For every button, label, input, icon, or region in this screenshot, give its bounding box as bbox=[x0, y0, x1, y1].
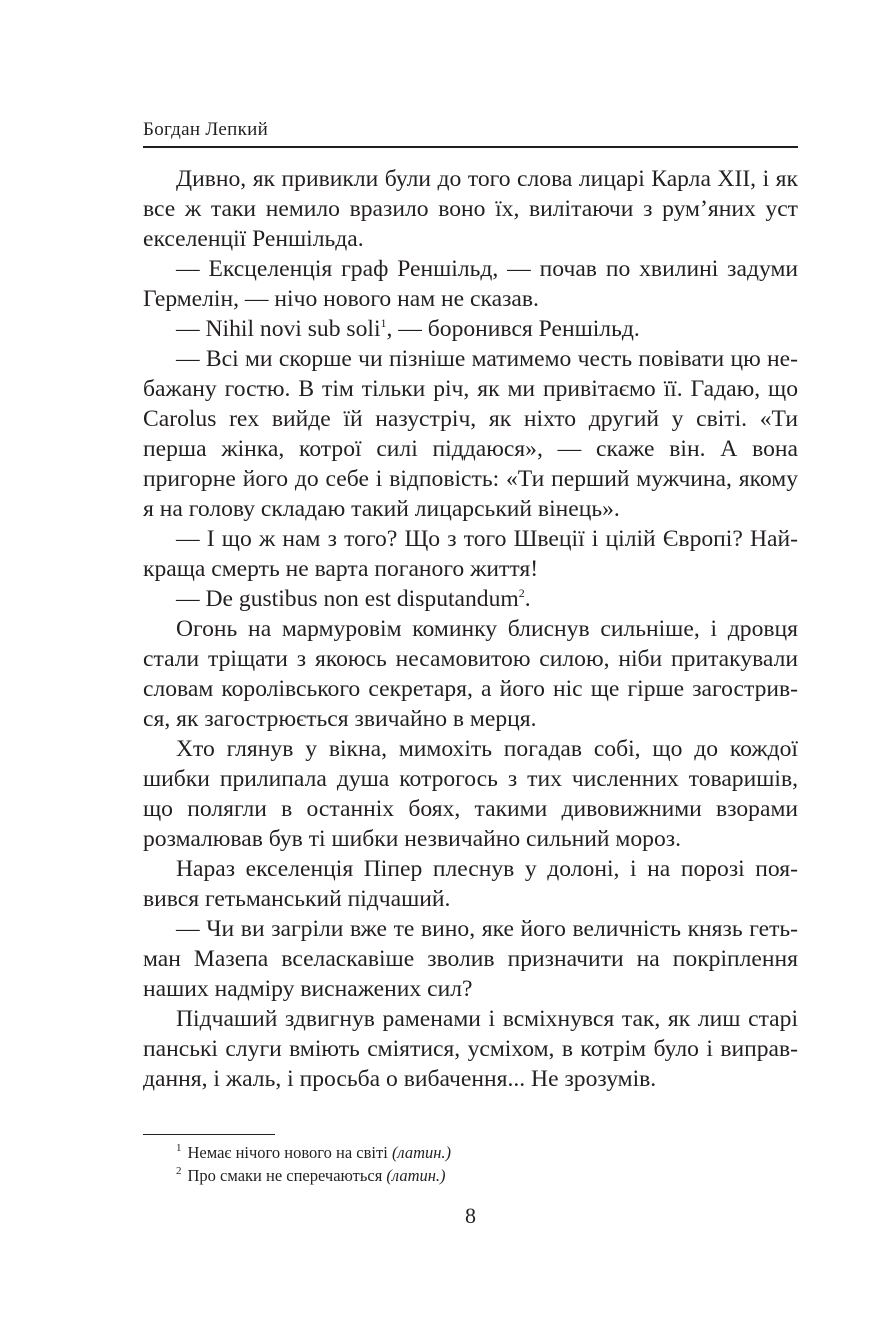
footnote-text: Про смаки не сперечаються bbox=[187, 1166, 383, 1185]
paragraph: — Чи ви загріли вже те вино, яке його величність князь гетьман Мазепа вселаскавіше зволив призначити на покріплення наших надміру виснажених сил? bbox=[143, 916, 798, 1002]
running-head: Богдан Лепкий bbox=[143, 119, 269, 140]
header-rule bbox=[143, 146, 798, 148]
paragraph: Нараз екселенція Піпер плеснув у долоні, і на порозі появився гетьманський підчаший. bbox=[143, 856, 798, 912]
dialogue-text: — De gustibus non est disputandum bbox=[176, 586, 519, 612]
paragraph: Дивно, як привикли були до того слова лицарі Карла XII, і як все ж таки немило вразило воно їх, вилітаючи з рум’яних уст екселенції Реншільда. bbox=[143, 166, 798, 252]
paragraph: Огонь на мармуровім коминку блиснув сильніше, і дровця стали тріщати з якоюсь несамовитою силою, ніби притакували словам королівського секретаря, а його ніс ще гірше загострився, як загострюється звичайно в мерця. bbox=[143, 616, 798, 732]
paragraph: Хто глянув у вікна, мимохіть погадав собі, що до кождої шибки прилипала душа котрогось з тих численних товаришів, що полягли в останніх боях, такими дивовижними взорами розмалював був ті шибки незвичайно сильний мороз. bbox=[143, 736, 798, 852]
footnote-mark: 2 bbox=[176, 1165, 182, 1178]
paragraph: — Всі ми скорше чи пізніше матимемо честь повівати цю небажану гостю. В тім тільки річ, як ми привітаємо її. Гадаю, що Carolus rex вийде їй назустріч, як ніхто другий у світі. «Ти перша жінка, котрої силі піддаюся», — скаже він. А вона пригорне його до себе і відповість: «Ти перший мужчина, якому я на голову складаю такий лицарський вінець». bbox=[143, 346, 798, 522]
paragraph: — Ексцеленція граф Реншільд, — почав по хвилині задуми Гермелін, — нічо нового нам не сказав. bbox=[143, 256, 798, 312]
footnote bbox=[176, 1141, 796, 1164]
footnote-language: (латин.) bbox=[391, 1143, 452, 1162]
footnote-rule bbox=[143, 1134, 275, 1135]
paragraph bbox=[143, 584, 798, 614]
footnote-mark: 1 bbox=[176, 1142, 182, 1155]
footnote-ref: 2 bbox=[518, 586, 525, 600]
body-text bbox=[143, 164, 798, 1094]
page-number: 8 bbox=[465, 1203, 476, 1228]
paragraph: — І що ж нам з того? Що з того Швеції і цілій Європі? Найкраща смерть не варта поганого життя! bbox=[143, 526, 798, 582]
footnotes bbox=[176, 1141, 796, 1187]
footnote-ref: 1 bbox=[380, 316, 387, 330]
dialogue-tail: . bbox=[524, 586, 531, 612]
paragraph bbox=[143, 314, 798, 344]
footnote bbox=[176, 1164, 796, 1187]
footnote-language: (латин.) bbox=[386, 1166, 446, 1185]
paragraph: Підчаший здвигнув раменами і всміхнувся так, як лиш старі панські слуги вміють сміятися, усміхом, в котрім було і виправдання, і жаль, і просьба о вибачення... Не зрозумів. bbox=[143, 1006, 798, 1092]
dialogue-text: — Nihil novi sub soli bbox=[176, 316, 381, 342]
footnote-text: Немає нічого нового на світі bbox=[187, 1143, 388, 1162]
book-page bbox=[143, 0, 798, 1329]
dialogue-tail: , — боронився Реншільд. bbox=[386, 316, 640, 342]
